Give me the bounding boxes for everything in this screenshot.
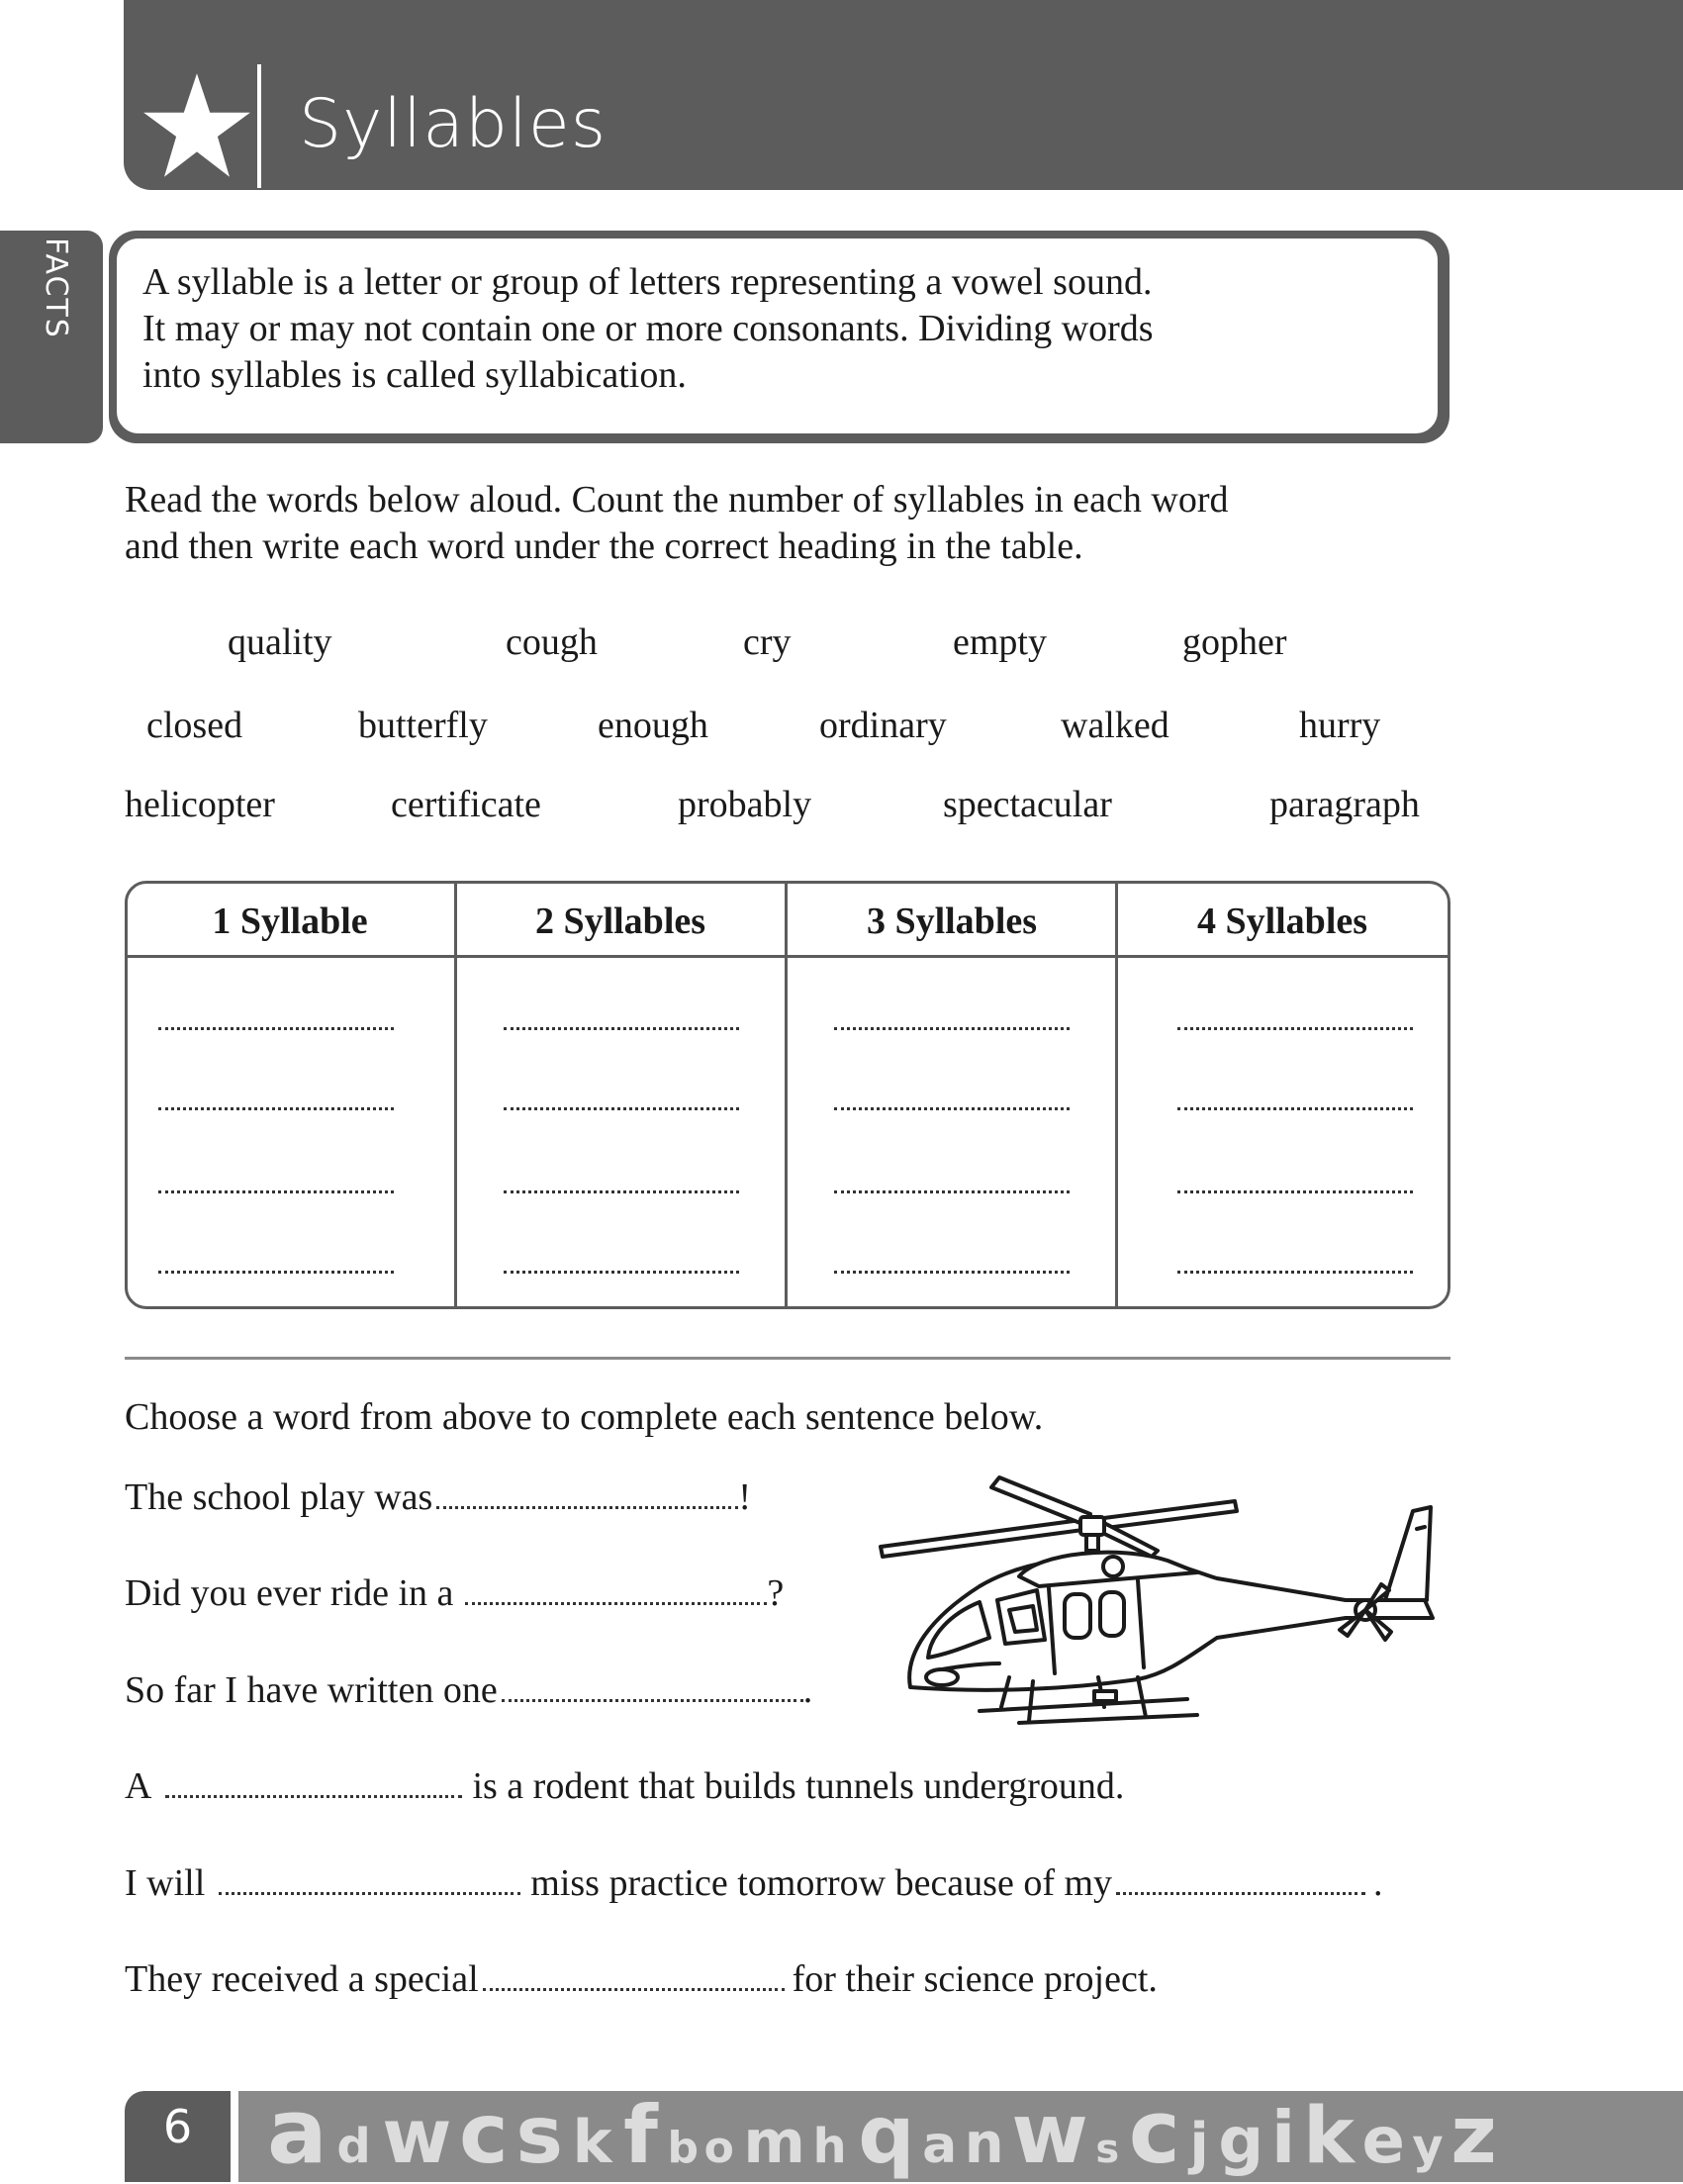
decorative-letter: s (1095, 2127, 1120, 2172)
word-bank-item: spectacular (943, 784, 1112, 825)
table-header-4-syllables: 4 Syllables (1196, 901, 1368, 942)
word-bank-item: butterfly (358, 705, 488, 746)
sentence-text: Did you ever ride in a (125, 1572, 454, 1614)
instructions-line: and then write each word under the correct heading in the table. (125, 525, 1083, 567)
syllable-table (125, 881, 1450, 1309)
facts-text (142, 259, 1429, 399)
table-header-1-syllable: 1 Syllable (212, 901, 368, 942)
decorative-letter: m (743, 2108, 805, 2177)
decorative-letter: c (1128, 2081, 1180, 2183)
sentence-blank[interactable] (1116, 1866, 1365, 1895)
sentence-text: The school play was (125, 1476, 433, 1518)
word-bank-item: empty (953, 621, 1047, 663)
answer-blank[interactable] (504, 1271, 739, 1274)
sentence-blank[interactable] (219, 1866, 520, 1895)
decorative-letter: s (515, 2089, 564, 2181)
sentence-blank[interactable] (165, 1769, 462, 1798)
helicopter-illustration (871, 1470, 1454, 1737)
answer-blank[interactable] (1177, 1271, 1413, 1274)
section-divider (125, 1357, 1450, 1360)
answer-blank[interactable] (504, 1027, 739, 1030)
word-bank-item: helicopter (125, 784, 275, 825)
sentence-blank[interactable] (483, 1962, 785, 1991)
sentence-text: for their science project. (792, 1958, 1158, 2000)
answer-blank[interactable] (158, 1190, 394, 1193)
answer-blank[interactable] (834, 1027, 1070, 1030)
decorative-letter: k (1302, 2092, 1355, 2181)
sentence-text: ! (738, 1476, 751, 1518)
word-bank-item: enough (598, 705, 708, 746)
decorative-letter: i (1270, 2096, 1296, 2179)
word-bank-item: paragraph (1269, 784, 1420, 825)
decorative-letter: w (1011, 2085, 1088, 2182)
sentence-text: . (1373, 1862, 1383, 1904)
facts-line: into syllables is called syllabication. (142, 354, 687, 396)
answer-blank[interactable] (834, 1271, 1070, 1274)
sentence-text: ? (767, 1572, 785, 1614)
table-column-divider (785, 883, 788, 1307)
table-header-3-syllables: 3 Syllables (866, 901, 1038, 942)
page-title: Syllables (299, 85, 608, 163)
instructions-line: Read the words below aloud. Count the number of syllables in each word (125, 479, 1229, 521)
table-header-2-syllables: 2 Syllables (534, 901, 706, 942)
sentence-blank[interactable] (502, 1673, 803, 1702)
sentences-intro: Choose a word from above to complete each sentence below. (125, 1396, 1044, 1438)
answer-blank[interactable] (158, 1107, 394, 1110)
sentence-text: I will (125, 1862, 206, 1904)
decorative-letter: q (858, 2089, 915, 2181)
answer-blank[interactable] (1177, 1190, 1413, 1193)
decorative-letter: e (1361, 2105, 1405, 2178)
decorative-letter: c (459, 2085, 509, 2182)
header-divider (257, 64, 261, 188)
star-icon (141, 71, 252, 180)
sentence-text: . (802, 1669, 813, 1711)
word-bank-item: cough (506, 621, 598, 663)
decorative-letter: y (1412, 2119, 1444, 2174)
sentence-5 (125, 1864, 1383, 1902)
word-bank-item: ordinary (819, 705, 947, 746)
facts-line: It may or may not contain one or more consonants. Dividing words (142, 308, 1154, 349)
table-column-divider (1115, 883, 1118, 1307)
word-bank-item: walked (1061, 705, 1169, 746)
facts-line: A syllable is a letter or group of letters representing a vowel sound. (142, 261, 1153, 303)
sentence-blank[interactable] (465, 1576, 767, 1605)
answer-blank[interactable] (1177, 1107, 1413, 1110)
word-bank-item: hurry (1299, 705, 1381, 746)
answer-blank[interactable] (158, 1027, 394, 1030)
sentence-6 (125, 1960, 1158, 1998)
decorative-letter: o (703, 2123, 734, 2173)
sentence-text: miss practice tomorrow because of my (530, 1862, 1113, 1904)
table-column-divider (454, 883, 457, 1307)
sentence-text: A (125, 1765, 152, 1807)
answer-blank[interactable] (834, 1190, 1070, 1193)
sentence-text: So far I have written one (125, 1669, 498, 1711)
sentence-1 (125, 1478, 751, 1516)
word-bank-item: cry (743, 621, 792, 663)
decorative-letters (267, 2080, 1497, 2184)
word-bank-item: certificate (391, 784, 541, 825)
answer-blank[interactable] (1177, 1027, 1413, 1030)
word-bank-item: closed (146, 705, 243, 746)
decorative-letter: j (1189, 2112, 1209, 2176)
decorative-letter: f (623, 2089, 658, 2181)
sentence-3 (125, 1671, 812, 1709)
decorative-letter: a (267, 2080, 327, 2184)
word-bank-item: gopher (1182, 621, 1287, 663)
page-number: 6 (162, 2100, 193, 2153)
word-bank-item: quality (228, 621, 332, 663)
decorative-letter: h (812, 2119, 847, 2174)
decorative-letter: k (572, 2108, 612, 2177)
decorative-letter: z (1450, 2089, 1497, 2181)
answer-blank[interactable] (504, 1190, 739, 1193)
answer-blank[interactable] (504, 1107, 739, 1110)
sentence-text: They received a special (125, 1958, 479, 2000)
answer-blank[interactable] (834, 1107, 1070, 1110)
decorative-letter: d (336, 2119, 371, 2174)
decorative-letter: b (667, 2123, 699, 2173)
sentence-4 (125, 1767, 1124, 1805)
answer-blank[interactable] (158, 1271, 394, 1274)
decorative-letter: w (382, 2092, 452, 2180)
decorative-letter: a (922, 2116, 958, 2175)
instructions (125, 477, 1450, 570)
sentence-blank[interactable] (436, 1480, 738, 1509)
facts-tab-label: FACTS (39, 237, 73, 339)
word-bank-item: probably (678, 784, 812, 825)
sentence-text: is a rodent that builds tunnels underground. (472, 1765, 1125, 1807)
decorative-letter: g (1218, 2105, 1264, 2178)
decorative-letter: n (964, 2112, 1004, 2176)
table-header-divider (127, 955, 1449, 958)
sentence-2 (125, 1574, 784, 1612)
